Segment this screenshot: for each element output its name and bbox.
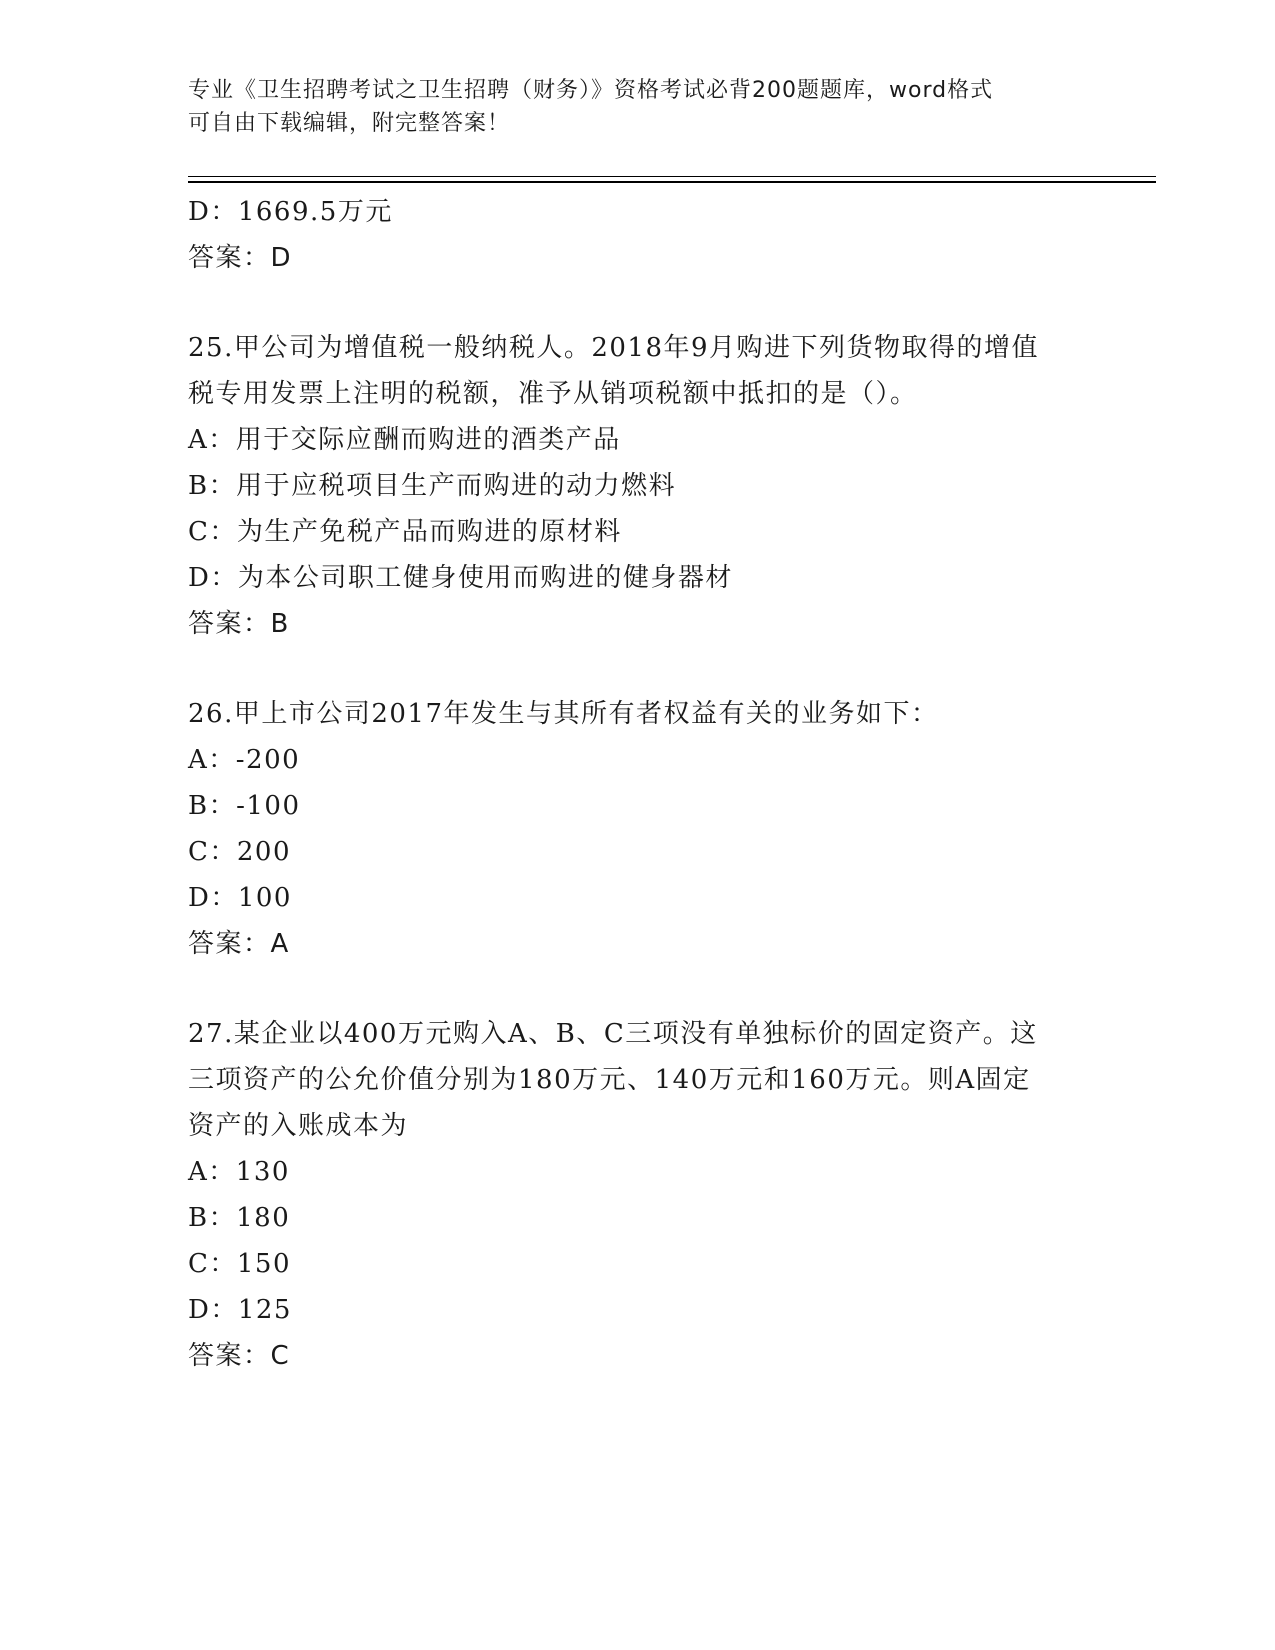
option-b: B：用于应税项目生产而购进的动力燃料 — [188, 471, 677, 501]
header-line-2: 可自由下载编辑，附完整答案！ — [188, 111, 511, 136]
header-rule-thin — [188, 176, 1156, 177]
question-26 — [188, 691, 1088, 967]
option-b: B：-100 — [188, 791, 301, 821]
option-d: D：为本公司职工健身使用而购进的健身器材 — [188, 563, 733, 593]
question-text-line-1: 26.甲上市公司2017年发生与其所有者权益有关的业务如下： — [188, 699, 939, 729]
header-rule-thick — [188, 181, 1156, 183]
question-text-line-1: 27.某企业以400万元购入A、B、C三项没有单独标价的固定资产。这 — [188, 1019, 1038, 1049]
question-text-line-2: 三项资产的公允价值分别为180万元、140万元和160万元。则A固定 — [188, 1065, 1031, 1095]
option-a: A：-200 — [188, 745, 301, 775]
question-27 — [188, 1011, 1088, 1379]
option-c: C：为生产免税产品而购进的原材料 — [188, 517, 622, 547]
option-d: D：125 — [188, 1295, 292, 1325]
option-c: C：150 — [188, 1249, 292, 1279]
header-line-1: 专业《卫生招聘考试之卫生招聘（财务）》资格考试必背200题题库，word格式 — [188, 78, 994, 103]
answer-line: 答案：C — [188, 1341, 291, 1371]
option-d: D：1669.5万元 — [188, 197, 393, 227]
option-d: D：100 — [188, 883, 292, 913]
answer-line: 答案：B — [188, 609, 290, 639]
question-text-line-1: 25.甲公司为增值税一般纳税人。2018年9月购进下列货物取得的增值 — [188, 333, 1040, 363]
option-b: B：180 — [188, 1203, 291, 1233]
question-text-line-2: 税专用发票上注明的税额，准予从销项税额中抵扣的是（）。 — [188, 379, 918, 409]
option-a: A：用于交际应酬而购进的酒类产品 — [188, 425, 621, 455]
answer-line: 答案：D — [188, 243, 293, 273]
question-content — [188, 189, 1088, 1379]
document-header — [188, 74, 1088, 140]
question-text-line-3: 资产的入账成本为 — [188, 1111, 409, 1141]
question-25 — [188, 325, 1088, 647]
previous-question-tail — [188, 189, 1088, 281]
option-c: C：200 — [188, 837, 292, 867]
answer-line: 答案：A — [188, 929, 290, 959]
option-a: A：130 — [188, 1157, 290, 1187]
